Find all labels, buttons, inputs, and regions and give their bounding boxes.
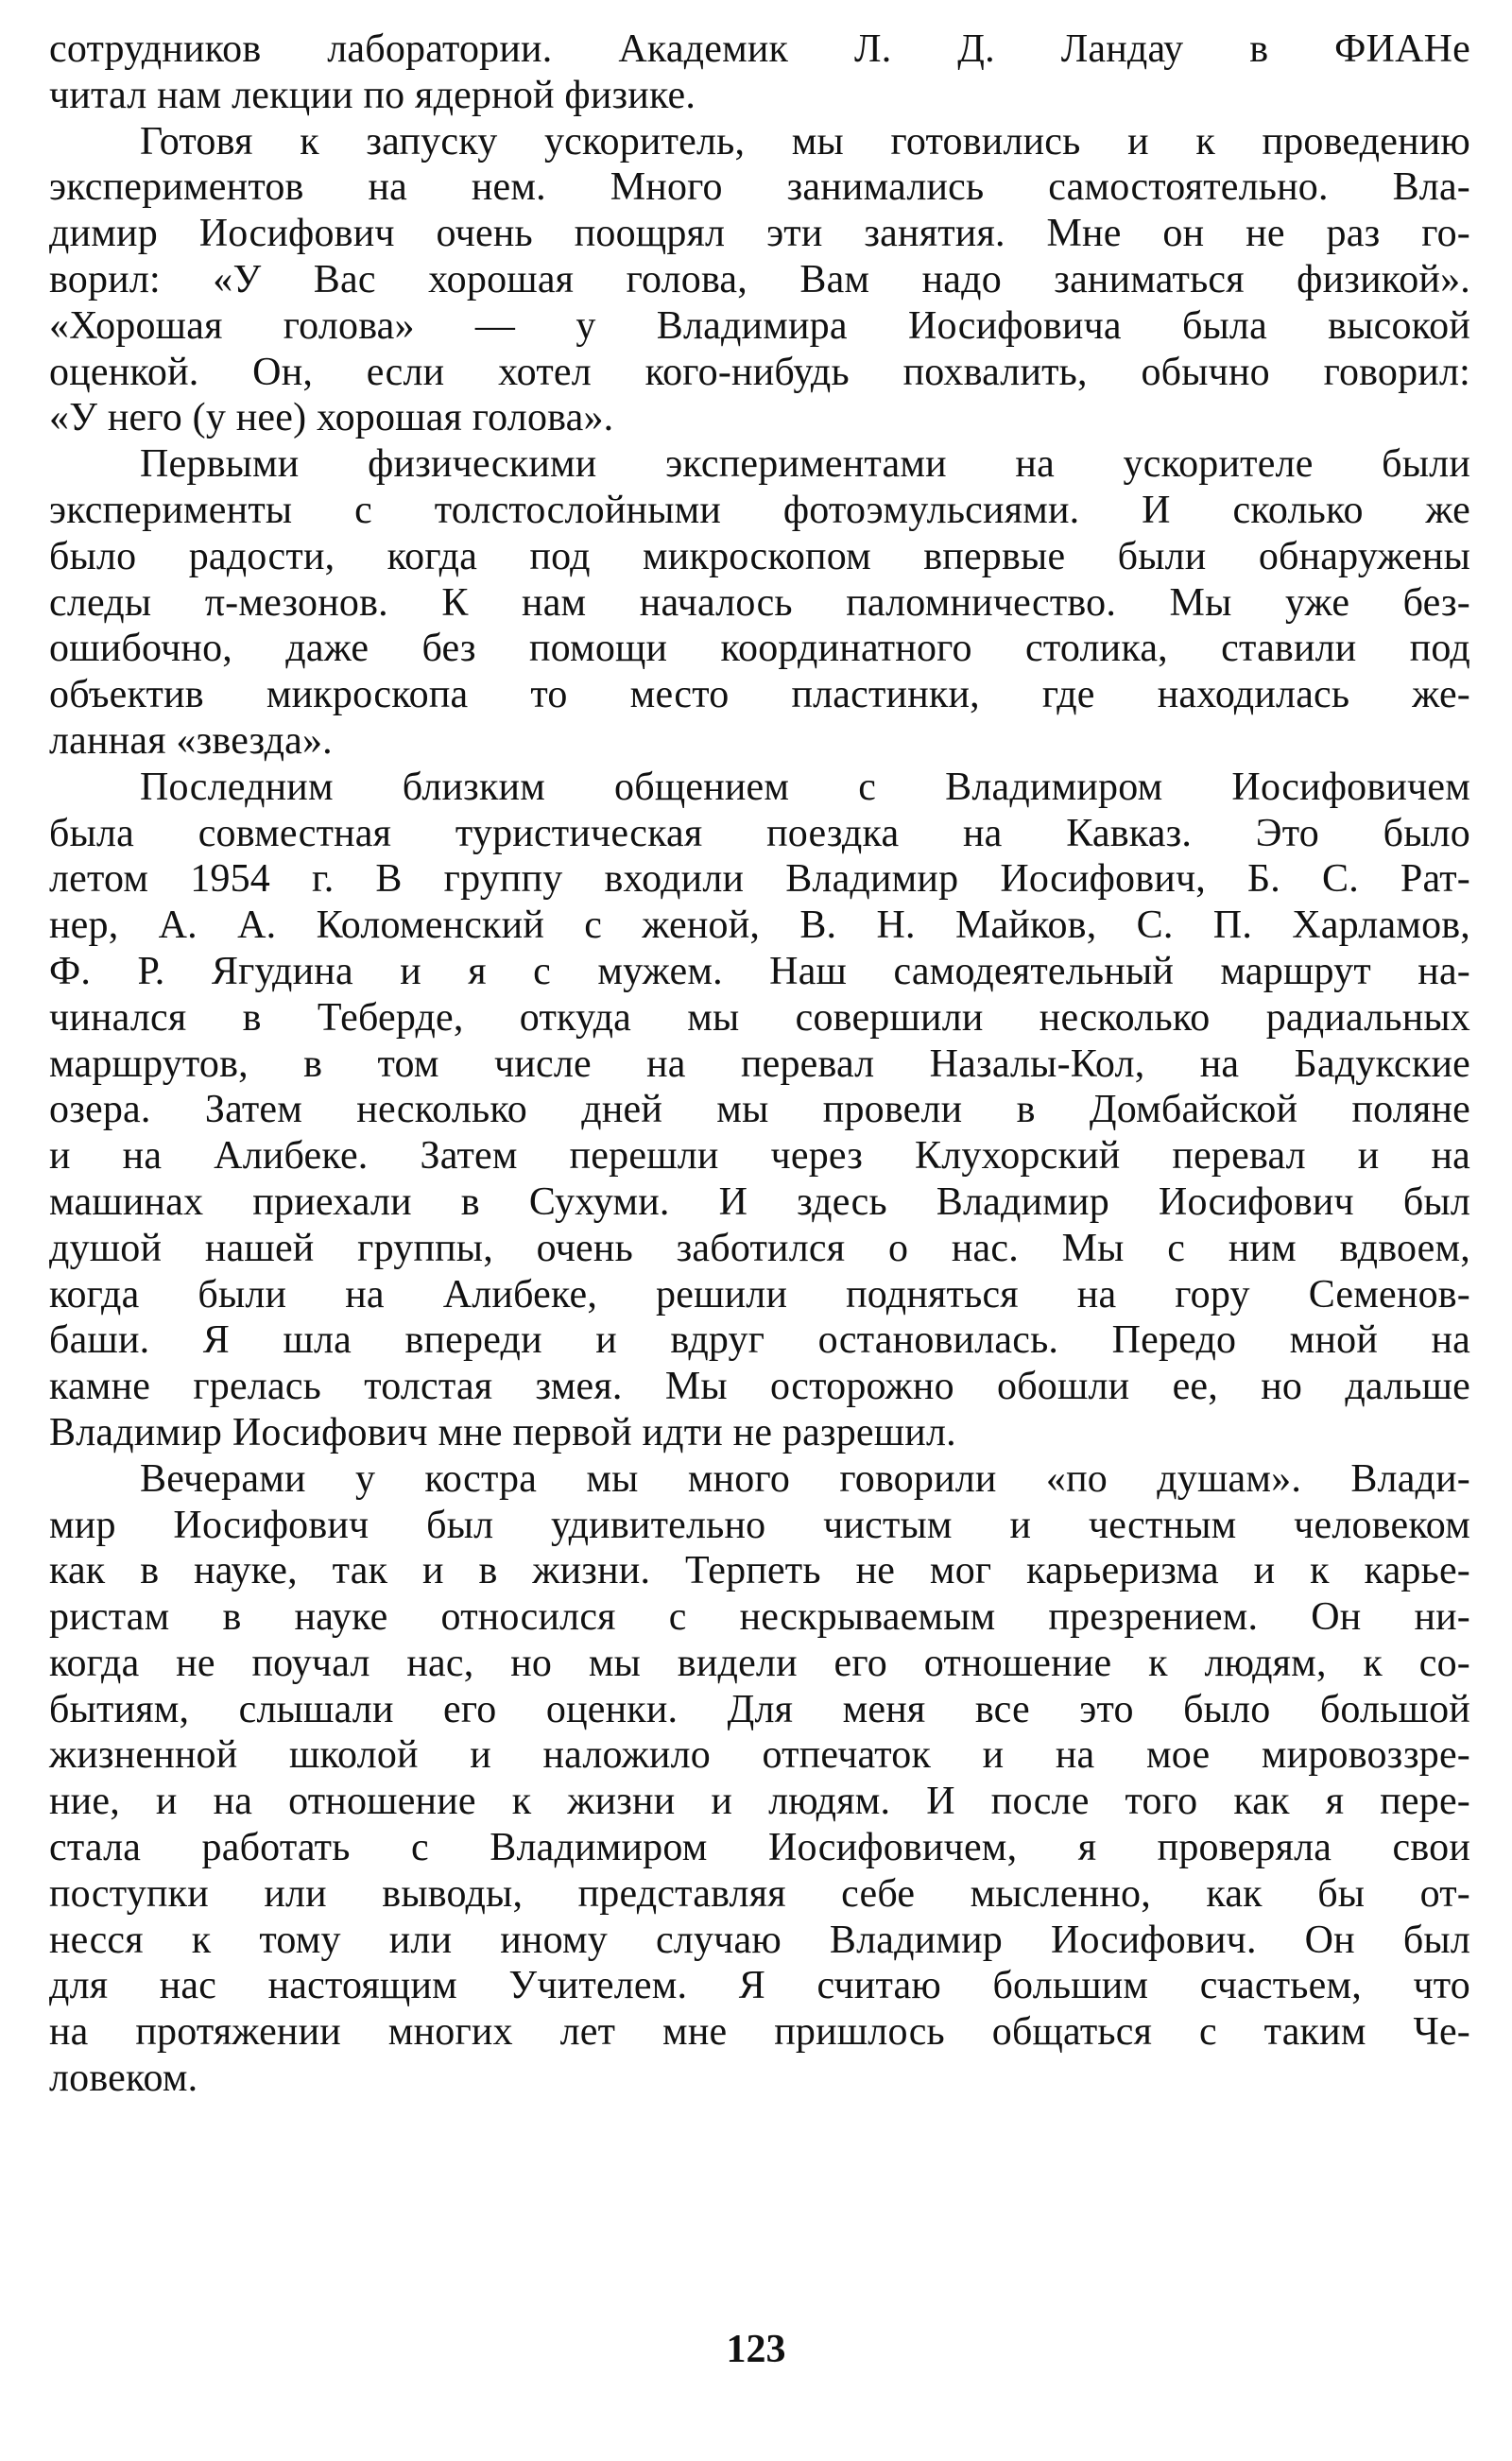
text-line: Владимир Иосифович мне первой идти не разрешил. (49, 1410, 956, 1454)
text-line: «Хорошая голова» — у Владимира Иосифовича была высокой (49, 303, 1470, 348)
text-line: чинался в Теберде, откуда мы совершили несколько радиальных (49, 995, 1470, 1040)
text-line: Первыми физическими экспериментами на ускорителе были (140, 442, 1470, 487)
text-line: бытиям, слышали его оценки. Для меня все это было большой (49, 1687, 1470, 1731)
text-line: было радости, когда под микроскопом впервые были обнаружены (49, 534, 1470, 578)
text-line: ошибочно, даже без помощи координатного столика, ставили под (49, 627, 1470, 671)
text-line: читал нам лекции по ядерной физике. (49, 73, 696, 117)
text-line: ние, и на отношение к жизни и людям. И после того как я пере- (49, 1780, 1470, 1824)
text-line: озера. Затем несколько дней мы провели в Домбайской поляне (49, 1088, 1470, 1132)
text-line: Вечерами у костра мы много говорили «по душам». Влади- (140, 1456, 1470, 1501)
page-number: 123 (726, 2328, 786, 2371)
text-line: сотрудников лаборатории. Академик Л. Д. Ландау в ФИАНе (49, 27, 1470, 71)
text-line: Готовя к запуску ускоритель, мы готовились и к проведению (140, 119, 1470, 163)
text-line: баши. Я шла впереди и вдруг остановилась. Передо мной на (49, 1318, 1470, 1363)
text-line: стала работать с Владимиром Иосифовичем, я проверяла свои (49, 1826, 1470, 1870)
text-line: эксперименты с толстослойными фотоэмульсиями. И сколько же (49, 488, 1470, 532)
text-line: камне грелась толстая змея. Мы осторожно обошли ее, но дальше (49, 1365, 1470, 1409)
text-line: и на Алибеке. Затем перешли через Клухорский перевал и на (49, 1134, 1470, 1179)
text-line: поступки или выводы, представляя себе мысленно, как бы от- (49, 1871, 1470, 1916)
text-line: когда не поучал нас, но мы видели его отношение к людям, к со- (49, 1641, 1470, 1685)
text-line: жизненной школой и наложило отпечаток и на мое мировоззре- (49, 1733, 1470, 1778)
text-line: Последним близким общением с Владимиром Иосифовичем (140, 765, 1470, 809)
text-line: ристам в науке относился с нескрываемым презрением. Он ни- (49, 1595, 1470, 1640)
text-line: объектив микроскопа то место пластинки, где находилась же- (49, 673, 1470, 717)
text-line: «У него (у нее) хорошая голова». (49, 396, 614, 440)
text-line: нер, А. А. Коломенский с женой, В. Н. Майков, С. П. Харламов, (49, 904, 1470, 948)
text-line: на протяжении многих лет мне пришлось общаться с таким Че- (49, 2010, 1470, 2055)
text-line: экспериментов на нем. Много занимались самостоятельно. Вла- (49, 165, 1470, 210)
text-line: летом 1954 г. В группу входили Владимир Иосифович, Б. С. Рат- (49, 857, 1470, 902)
text-line: ланная «звезда». (49, 718, 333, 763)
text-line: маршрутов, в том числе на перевал Назалы-Кол, на Бадукские (49, 1041, 1470, 1086)
text-line: как в науке, так и в жизни. Терпеть не мог карьеризма и к карье- (49, 1549, 1470, 1593)
text-line: димир Иосифович очень поощрял эти занятия. Мне он не раз го- (49, 212, 1470, 256)
text-line: ворил: «У Вас хорошая голова, Вам надо заниматься физикой». (49, 257, 1470, 301)
text-line: Ф. Р. Ягудина и я с мужем. Наш самодеятельный маршрут на- (49, 949, 1470, 993)
text-line: когда были на Алибеке, решили подняться на гору Семенов- (49, 1272, 1470, 1317)
text-line: была совместная туристическая поездка на Кавказ. Это было (49, 811, 1470, 855)
text-line: душой нашей группы, очень заботился о нас. Мы с ним вдвоем, (49, 1226, 1470, 1270)
body-text (49, 26, 1470, 2102)
text-line: несся к тому или иному случаю Владимир Иосифович. Он был (49, 1918, 1470, 1962)
text-line: мир Иосифович был удивительно чистым и честным человеком (49, 1503, 1470, 1547)
text-line: ловеком. (49, 2057, 198, 2101)
text-line: для нас настоящим Учителем. Я считаю большим счастьем, что (49, 1964, 1470, 2008)
text-line: машинах приехали в Сухуми. И здесь Владимир Иосифович был (49, 1179, 1470, 1224)
text-line: оценкой. Он, если хотел кого-нибудь похвалить, обычно говорил: (49, 350, 1470, 394)
text-line: следы π-мезонов. К нам началось паломничество. Мы уже без- (49, 580, 1470, 625)
